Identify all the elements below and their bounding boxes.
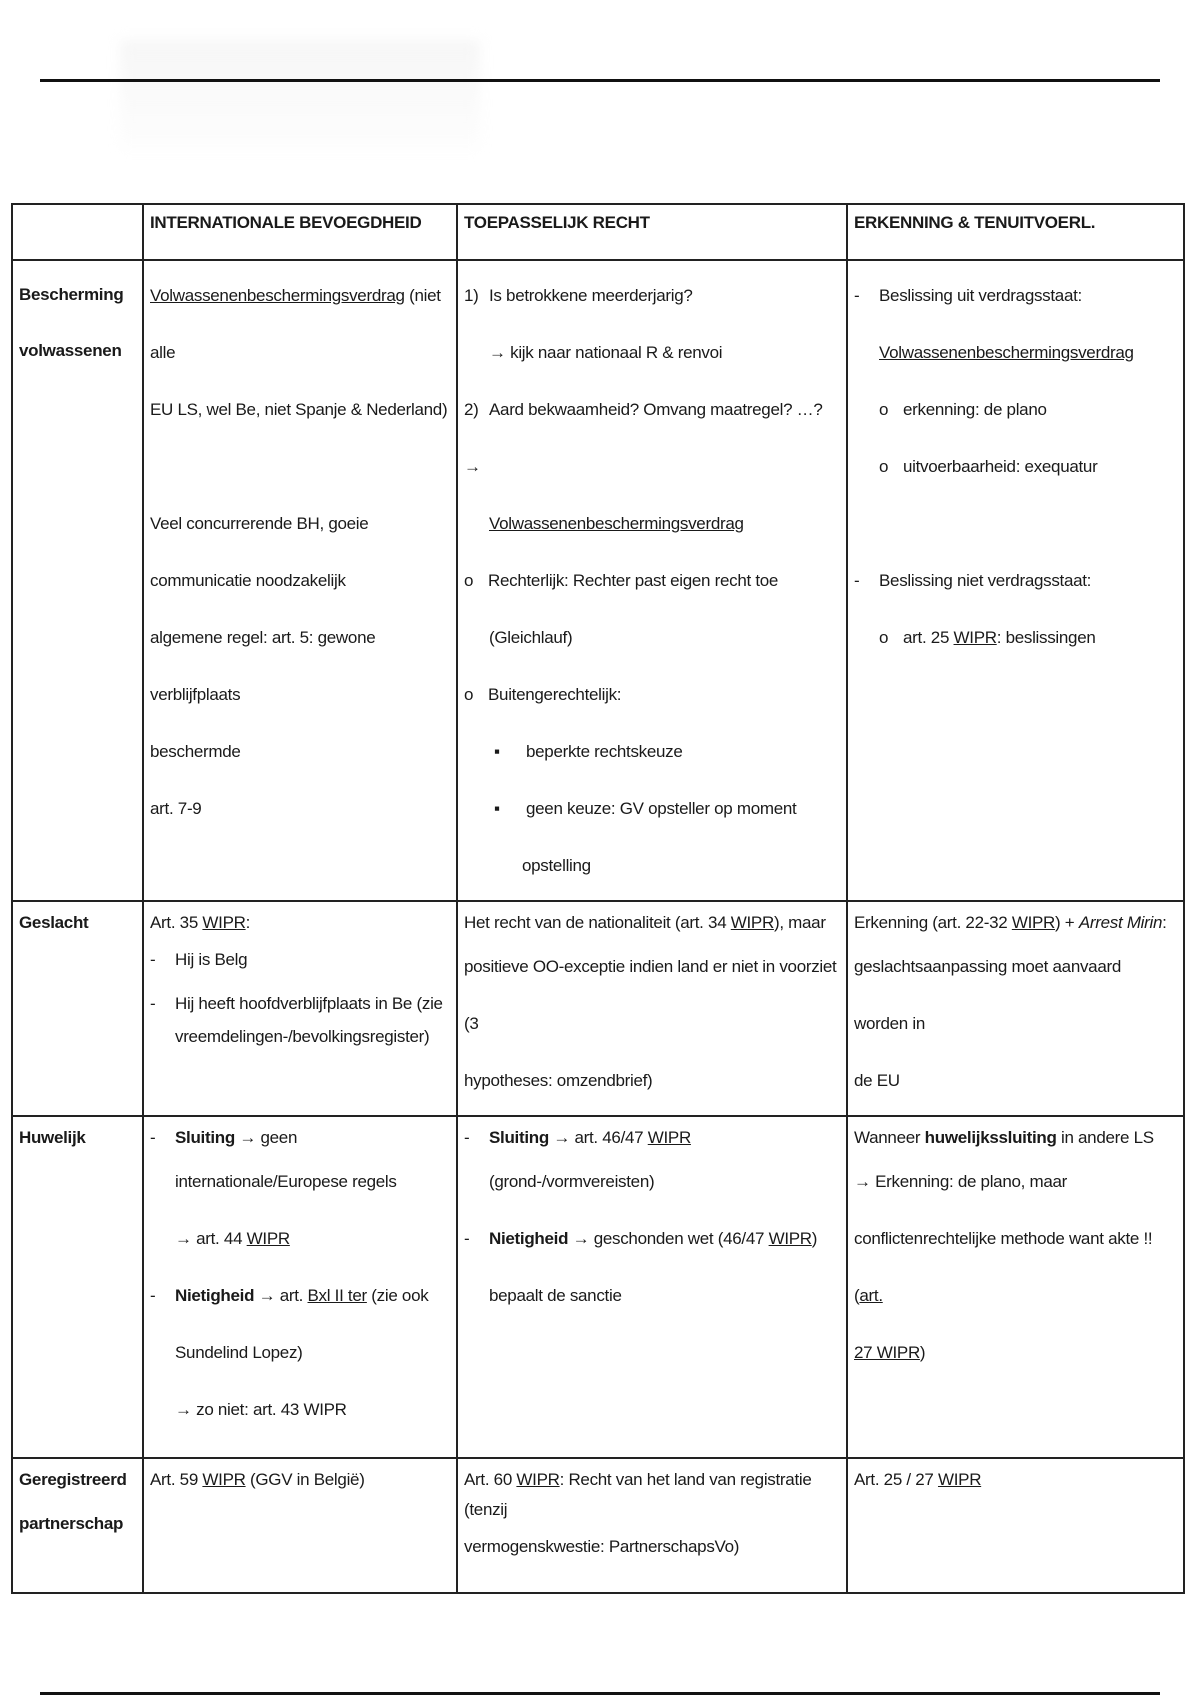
text: (zie ook <box>366 1286 429 1305</box>
wipr-ref: WIPR <box>730 913 774 932</box>
bottom-rule <box>40 1692 1160 1695</box>
text: : Recht van het land van registratie (tenzij <box>464 1470 812 1519</box>
text: (grond-/vormvereisten) <box>489 1172 655 1191</box>
text: ) <box>811 1229 818 1248</box>
list-number: 2) <box>464 400 479 419</box>
text: geen keuze: GV opsteller op moment <box>526 799 797 818</box>
row-geslacht <box>12 901 1184 1116</box>
text: → geen <box>234 1128 298 1147</box>
text: art. 25 <box>903 628 954 647</box>
text: Beslissing niet verdragsstaat: <box>879 571 1092 590</box>
text: (GGV in België) <box>245 1470 365 1489</box>
bullet-dash: - <box>464 1229 470 1248</box>
text: ) <box>919 1343 926 1362</box>
text: Art. 35 <box>150 913 203 932</box>
row-label <box>12 260 143 901</box>
text: → art. <box>254 1286 308 1305</box>
text: EU LS, wel Be, niet Spanje & Nederland) <box>150 400 448 419</box>
cell-recht <box>457 901 847 1116</box>
text: de EU <box>854 1071 900 1090</box>
bullet-dash: - <box>464 1128 470 1147</box>
row-label <box>12 1458 143 1593</box>
spacer <box>854 495 1177 552</box>
text: Hij heeft hoofdverblijfplaats in Be (zie <box>175 994 443 1013</box>
cell-recht <box>457 1116 847 1458</box>
text: geslachtsaanpassing moet aanvaard worden in <box>854 957 1122 1033</box>
text: Art. 60 <box>464 1470 517 1489</box>
text: : beslissingen <box>996 628 1096 647</box>
text: (niet alle <box>150 286 441 362</box>
cell-erkenning <box>847 260 1184 901</box>
text: Rechterlijk: Rechter past eigen recht toe <box>488 571 779 590</box>
header-bevoegdheid: INTERNATIONALE BEVOEGDHEID <box>143 204 457 260</box>
text: algemene regel: art. 5: gewone verblijfplaats <box>150 628 376 704</box>
label-line: volwassenen <box>19 341 122 360</box>
cell-recht <box>457 1458 847 1593</box>
row-partnerschap <box>12 1458 1184 1593</box>
text: Veel concurrerende BH, goeie <box>150 514 369 533</box>
cell-erkenning <box>847 901 1184 1116</box>
list-number: 1) <box>464 286 479 305</box>
wipr-ref: WIPR <box>202 1470 246 1489</box>
text: Aard bekwaamheid? Omvang maatregel? …? → <box>464 400 823 476</box>
text: Sluiting <box>489 1128 549 1147</box>
text: positieve OO-exceptie indien land er niet in voorziet (3 <box>464 957 837 1033</box>
header-erkenning: ERKENNING & TENUITVOERL. <box>847 204 1184 260</box>
bullet-square: ▪ <box>494 742 500 761</box>
bullet-dash: - <box>150 1286 156 1305</box>
case-ref: Arrest Mirin <box>1078 913 1163 932</box>
wipr-ref: WIPR <box>937 1470 982 1489</box>
text: → art. 46/47 <box>548 1128 648 1147</box>
text: Erkenning (art. 22-32 <box>854 913 1012 932</box>
treaty-ref: Volwassenenbeschermingsverdrag <box>150 286 405 305</box>
text: Nietigheid <box>175 1286 255 1305</box>
text: Het recht van de nationaliteit (art. 34 <box>464 913 731 932</box>
bullet-circle: o <box>464 571 474 590</box>
text: vermogenskwestie: PartnerschapsVo) <box>464 1537 740 1556</box>
treaty-ref: Volwassenenbeschermingsverdrag <box>879 343 1134 362</box>
text: (Gleichlauf) <box>489 628 573 647</box>
wipr-ref: 27 WIPR <box>854 1343 920 1362</box>
text: Art. 25 / 27 <box>854 1470 938 1489</box>
text: → art. 44 <box>175 1229 247 1248</box>
regulation-ref: Bxl II ter <box>307 1286 367 1305</box>
text: → zo niet: art. 43 WIPR <box>175 1400 347 1419</box>
text: huwelijkssluiting <box>924 1128 1057 1147</box>
header-recht: TOEPASSELIJK RECHT <box>457 204 847 260</box>
text: beschermde <box>150 742 241 761</box>
wipr-ref: art. <box>859 1286 883 1305</box>
cell-erkenning <box>847 1116 1184 1458</box>
row-volwassenen <box>12 260 1184 901</box>
text: Buitengerechtelijk: <box>488 685 622 704</box>
row-huwelijk <box>12 1116 1184 1458</box>
wipr-ref: WIPR <box>953 628 997 647</box>
text: beperkte rechtskeuze <box>526 742 683 761</box>
text: ) + <box>1055 913 1079 932</box>
bullet-circle: o <box>464 685 474 704</box>
cell-bevoegdheid <box>143 1458 457 1593</box>
text: : <box>245 913 251 932</box>
header-empty <box>12 204 143 260</box>
wipr-ref: WIPR <box>768 1229 812 1248</box>
wipr-ref: WIPR <box>1011 913 1056 932</box>
text: Art. 59 <box>150 1470 203 1489</box>
bullet-dash: - <box>150 950 156 969</box>
text: communicatie noodzakelijk <box>150 571 346 590</box>
text: Nietigheid <box>489 1229 569 1248</box>
text: vreemdelingen-/bevolkingsregister) <box>175 1027 430 1046</box>
bullet-circle: o <box>879 628 889 647</box>
blurred-heading <box>120 40 480 150</box>
label-line: Bescherming <box>19 285 124 304</box>
cell-bevoegdheid <box>143 901 457 1116</box>
text: bepaalt de sanctie <box>489 1286 622 1305</box>
row-label <box>12 1116 143 1458</box>
cell-erkenning <box>847 1458 1184 1593</box>
row-label <box>12 901 143 1116</box>
top-rule <box>40 79 1160 82</box>
text: : <box>1162 913 1167 932</box>
text: → kijk naar nationaal R & renvoi <box>489 343 723 362</box>
text: Wanneer <box>854 1128 925 1147</box>
text: → geschonden wet (46/47 <box>568 1229 769 1248</box>
label-line: partnerschap <box>19 1514 124 1533</box>
header-row <box>12 204 1184 260</box>
spacer <box>150 438 450 495</box>
text: Sluiting <box>175 1128 235 1147</box>
bullet-dash: - <box>854 286 860 305</box>
cell-recht <box>457 260 847 901</box>
text: Sundelind Lopez) <box>175 1343 303 1362</box>
text: Beslissing uit verdragsstaat: <box>879 286 1082 305</box>
label-line: Huwelijk <box>19 1128 86 1147</box>
text: erkenning: de plano <box>903 400 1047 419</box>
label-line: Geregistreerd <box>19 1470 127 1489</box>
wipr-ref: WIPR <box>202 913 246 932</box>
cell-bevoegdheid <box>143 1116 457 1458</box>
bullet-dash: - <box>150 1128 156 1147</box>
text: conflictenrechtelijke methode want akte !! ( <box>854 1229 1153 1305</box>
bullet-dash: - <box>150 994 156 1013</box>
text: hypotheses: omzendbrief) <box>464 1071 653 1090</box>
text: Hij is Belg <box>175 950 248 969</box>
text: art. 7-9 <box>150 799 202 818</box>
text: uitvoerbaarheid: exequatur <box>903 457 1098 476</box>
bullet-dash: - <box>854 571 860 590</box>
text: in andere LS <box>1056 1128 1154 1147</box>
summary-table <box>11 203 1185 1594</box>
text: Is betrokkene meerderjarig? <box>489 286 693 305</box>
bullet-square: ▪ <box>494 799 500 818</box>
wipr-ref: WIPR <box>516 1470 560 1489</box>
treaty-ref: Volwassenenbeschermingsverdrag <box>489 514 744 533</box>
text: ), maar <box>773 913 826 932</box>
bullet-circle: o <box>879 457 889 476</box>
text: opstelling <box>522 856 591 875</box>
label-line: Geslacht <box>19 913 89 932</box>
wipr-ref: WIPR <box>647 1128 691 1147</box>
text: internationale/Europese regels <box>175 1172 397 1191</box>
wipr-ref: WIPR <box>246 1229 290 1248</box>
text: → Erkenning: de plano, maar <box>854 1172 1068 1191</box>
bullet-circle: o <box>879 400 889 419</box>
cell-bevoegdheid <box>143 260 457 901</box>
